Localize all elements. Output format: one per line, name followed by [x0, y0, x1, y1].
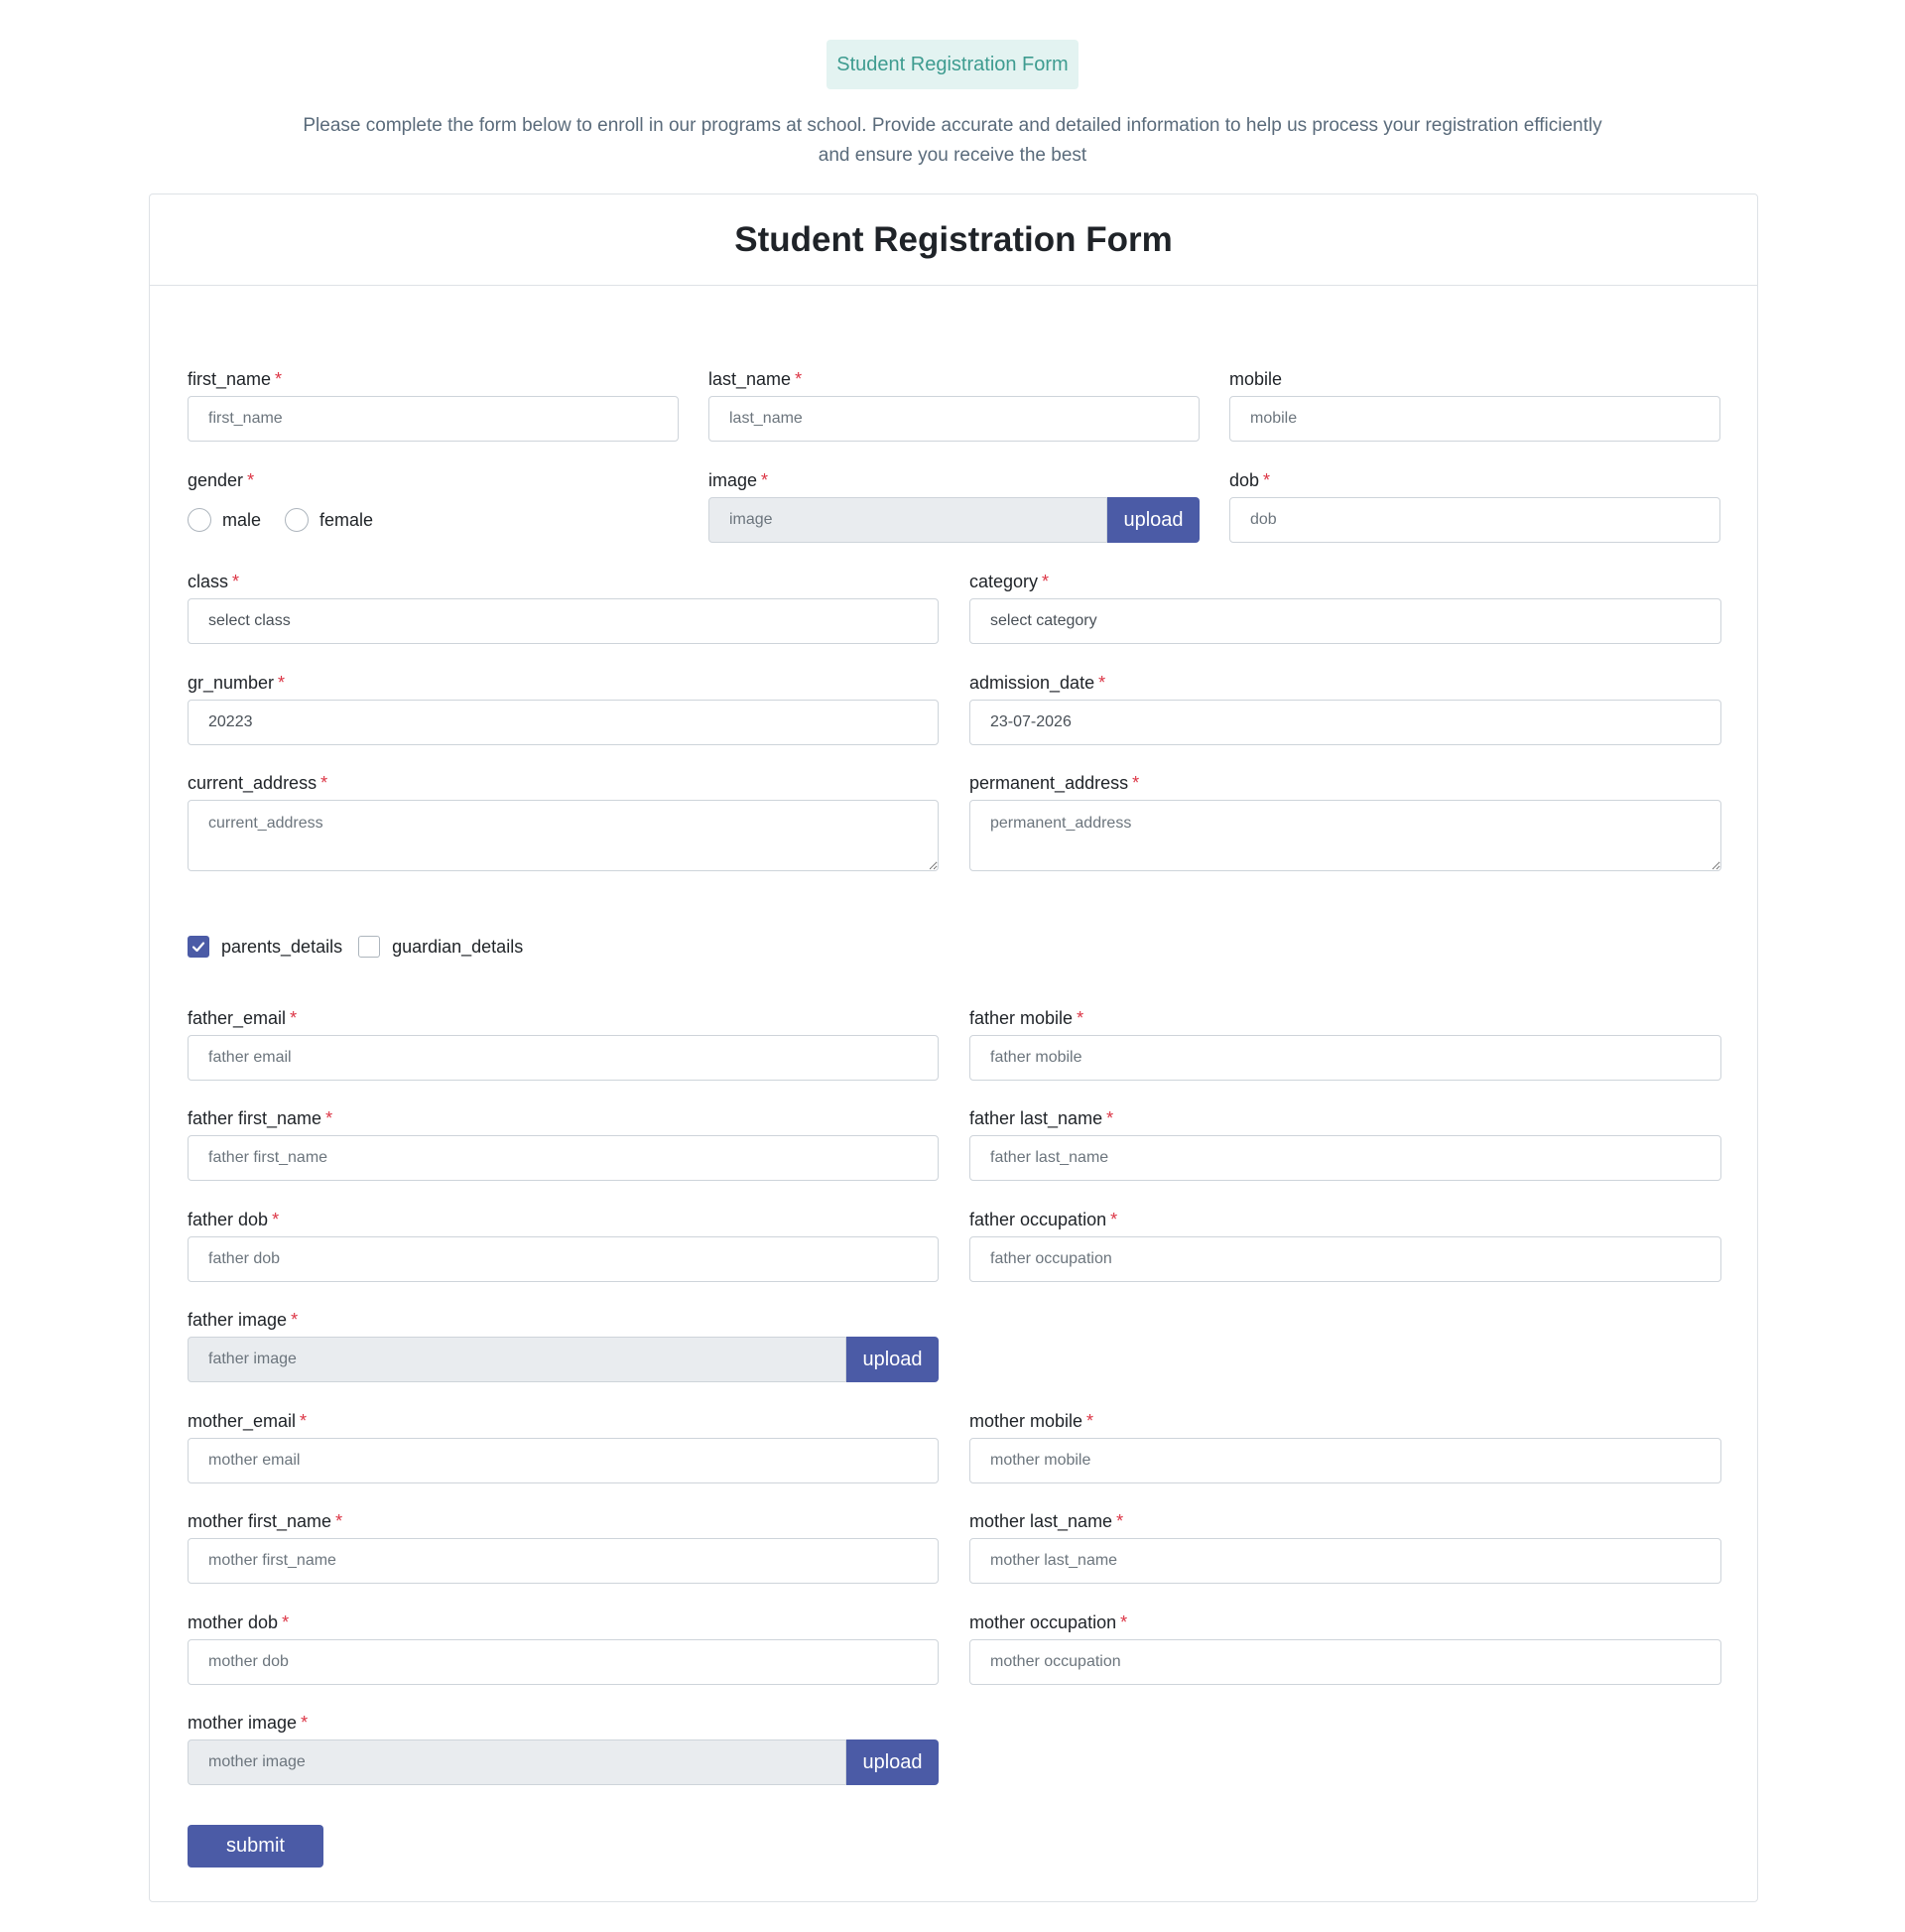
- image-input[interactable]: [708, 497, 1107, 543]
- class-label: class *: [188, 572, 240, 591]
- first-name-field: [188, 368, 679, 442]
- class-field: [188, 571, 939, 644]
- mother-first-name-input[interactable]: [188, 1538, 939, 1584]
- mother-image-input[interactable]: [188, 1739, 846, 1785]
- required-marker: *: [795, 369, 803, 389]
- image-upload-button[interactable]: upload: [1107, 497, 1200, 543]
- father-last-name-field: [969, 1107, 1721, 1181]
- admission-date-label: admission_date *: [969, 673, 1106, 693]
- father-image-upload-group: [188, 1337, 939, 1382]
- mother-occupation-field: [969, 1611, 1721, 1685]
- father-occupation-field: [969, 1209, 1721, 1282]
- guardian-details-option[interactable]: [358, 936, 523, 958]
- required-marker: *: [1110, 1210, 1118, 1229]
- last-name-input[interactable]: [708, 396, 1200, 442]
- required-marker: *: [1120, 1612, 1128, 1632]
- first-name-label: first_name *: [188, 369, 283, 389]
- required-marker: *: [291, 1310, 299, 1330]
- permanent-address-field: [969, 772, 1721, 871]
- required-marker: *: [1042, 572, 1050, 591]
- dob-input[interactable]: [1229, 497, 1720, 543]
- required-marker: *: [1263, 470, 1271, 490]
- required-marker: *: [320, 773, 328, 793]
- mother-last-name-field: [969, 1510, 1721, 1584]
- registration-card: [149, 193, 1758, 1902]
- mobile-label: mobile: [1229, 369, 1283, 389]
- father-image-upload-button[interactable]: upload: [846, 1337, 939, 1382]
- mother-occupation-input[interactable]: [969, 1639, 1721, 1685]
- father-dob-label: father dob *: [188, 1210, 280, 1229]
- required-marker: *: [335, 1511, 343, 1531]
- required-marker: *: [1132, 773, 1140, 793]
- parents-details-option[interactable]: [188, 936, 342, 958]
- last-name-field: [708, 368, 1200, 442]
- admission-date-field: [969, 672, 1721, 745]
- required-marker: *: [247, 470, 255, 490]
- father-email-field: [188, 1007, 939, 1081]
- mother-image-label: mother image *: [188, 1713, 309, 1733]
- guardian-details-label: guardian_details: [392, 936, 524, 957]
- father-last-name-input[interactable]: [969, 1135, 1721, 1181]
- required-marker: *: [761, 470, 769, 490]
- father-dob-field: [188, 1209, 939, 1282]
- mother-mobile-label: mother mobile *: [969, 1411, 1094, 1431]
- required-marker: *: [232, 572, 240, 591]
- required-marker: *: [300, 1411, 308, 1431]
- radio-button-female[interactable]: [285, 508, 309, 532]
- mother-occupation-label: mother occupation *: [969, 1612, 1128, 1632]
- mother-dob-field: [188, 1611, 939, 1685]
- mother-dob-label: mother dob *: [188, 1612, 290, 1632]
- mother-last-name-input[interactable]: [969, 1538, 1721, 1584]
- required-marker: *: [1077, 1008, 1084, 1028]
- permanent-address-textarea[interactable]: [969, 800, 1721, 871]
- guardian-details-checkbox[interactable]: [358, 936, 380, 958]
- father-email-input[interactable]: [188, 1035, 939, 1081]
- required-marker: *: [325, 1108, 333, 1128]
- current-address-field: [188, 772, 939, 871]
- mother-image-field: [188, 1712, 939, 1785]
- gr-number-field: [188, 672, 939, 745]
- required-marker: *: [1098, 673, 1106, 693]
- required-marker: *: [1086, 1411, 1094, 1431]
- mother-email-field: [188, 1410, 939, 1483]
- intro-text: Please complete the form below to enroll in our programs at school. Provide accurate and detailed information to help us process your registration efficiently and ensure you receive the best: [303, 115, 1602, 166]
- gender-field: [188, 469, 679, 543]
- mother-first-name-label: mother first_name *: [188, 1511, 343, 1531]
- father-first-name-field: [188, 1107, 939, 1181]
- mother-mobile-input[interactable]: [969, 1438, 1721, 1483]
- required-marker: *: [290, 1008, 298, 1028]
- father-first-name-label: father first_name *: [188, 1108, 333, 1128]
- first-name-input[interactable]: [188, 396, 679, 442]
- mobile-field: [1229, 368, 1720, 442]
- dob-label: dob *: [1229, 470, 1271, 490]
- father-mobile-field: [969, 1007, 1721, 1081]
- radio-label-male: male: [222, 509, 262, 530]
- image-label: image *: [708, 470, 769, 490]
- father-dob-input[interactable]: [188, 1236, 939, 1282]
- category-label: category *: [969, 572, 1050, 591]
- father-occupation-input[interactable]: [969, 1236, 1721, 1282]
- admission-date-input[interactable]: [969, 700, 1721, 745]
- gender-option-female[interactable]: [285, 508, 373, 532]
- required-marker: *: [272, 1210, 280, 1229]
- radio-button-male[interactable]: [188, 508, 211, 532]
- dob-field: [1229, 469, 1720, 543]
- current-address-label: current_address *: [188, 773, 328, 793]
- card-title: Student Registration Form: [150, 194, 1757, 286]
- father-mobile-label: father mobile *: [969, 1008, 1084, 1028]
- father-last-name-label: father last_name *: [969, 1108, 1114, 1128]
- radio-label-female: female: [319, 509, 374, 530]
- father-email-label: father_email *: [188, 1008, 298, 1028]
- required-marker: *: [1116, 1511, 1124, 1531]
- mother-image-upload-button[interactable]: upload: [846, 1739, 939, 1785]
- mother-mobile-field: [969, 1410, 1721, 1483]
- mother-first-name-field: [188, 1510, 939, 1584]
- required-marker: *: [278, 673, 286, 693]
- current-address-textarea[interactable]: [188, 800, 939, 871]
- permanent-address-label: permanent_address *: [969, 773, 1140, 793]
- page-header: [0, 0, 1905, 171]
- parents-details-label: parents_details: [221, 936, 343, 957]
- father-occupation-label: father occupation *: [969, 1210, 1118, 1229]
- required-marker: *: [1106, 1108, 1114, 1128]
- father-image-input[interactable]: [188, 1337, 846, 1382]
- gr-number-label: gr_number *: [188, 673, 286, 693]
- gr-number-input[interactable]: [188, 700, 939, 745]
- last-name-label: last_name *: [708, 369, 803, 389]
- mother-dob-input[interactable]: [188, 1639, 939, 1685]
- details-toggle-group: [188, 936, 539, 958]
- checkmark-icon: [191, 940, 205, 954]
- class-select[interactable]: select class: [188, 598, 939, 644]
- gender-label: gender *: [188, 470, 255, 490]
- gender-radio-group: [188, 497, 679, 543]
- category-select[interactable]: select category: [969, 598, 1721, 644]
- mother-last-name-label: mother last_name *: [969, 1511, 1124, 1531]
- father-first-name-input[interactable]: [188, 1135, 939, 1181]
- required-marker: *: [282, 1612, 290, 1632]
- parents-details-checkbox[interactable]: [188, 936, 209, 958]
- form-badge: Student Registration Form: [826, 40, 1078, 89]
- image-upload-group: [708, 497, 1200, 543]
- father-image-label: father image *: [188, 1310, 299, 1330]
- submit-button[interactable]: submit: [188, 1825, 323, 1868]
- mother-email-label: mother_email *: [188, 1411, 308, 1431]
- image-field: [708, 469, 1200, 543]
- father-mobile-input[interactable]: [969, 1035, 1721, 1081]
- mobile-input[interactable]: [1229, 396, 1720, 442]
- category-field: [969, 571, 1721, 644]
- mother-image-upload-group: [188, 1739, 939, 1785]
- mother-email-input[interactable]: [188, 1438, 939, 1483]
- gender-option-male[interactable]: [188, 508, 261, 532]
- father-image-field: [188, 1309, 939, 1382]
- required-marker: *: [301, 1713, 309, 1733]
- required-marker: *: [275, 369, 283, 389]
